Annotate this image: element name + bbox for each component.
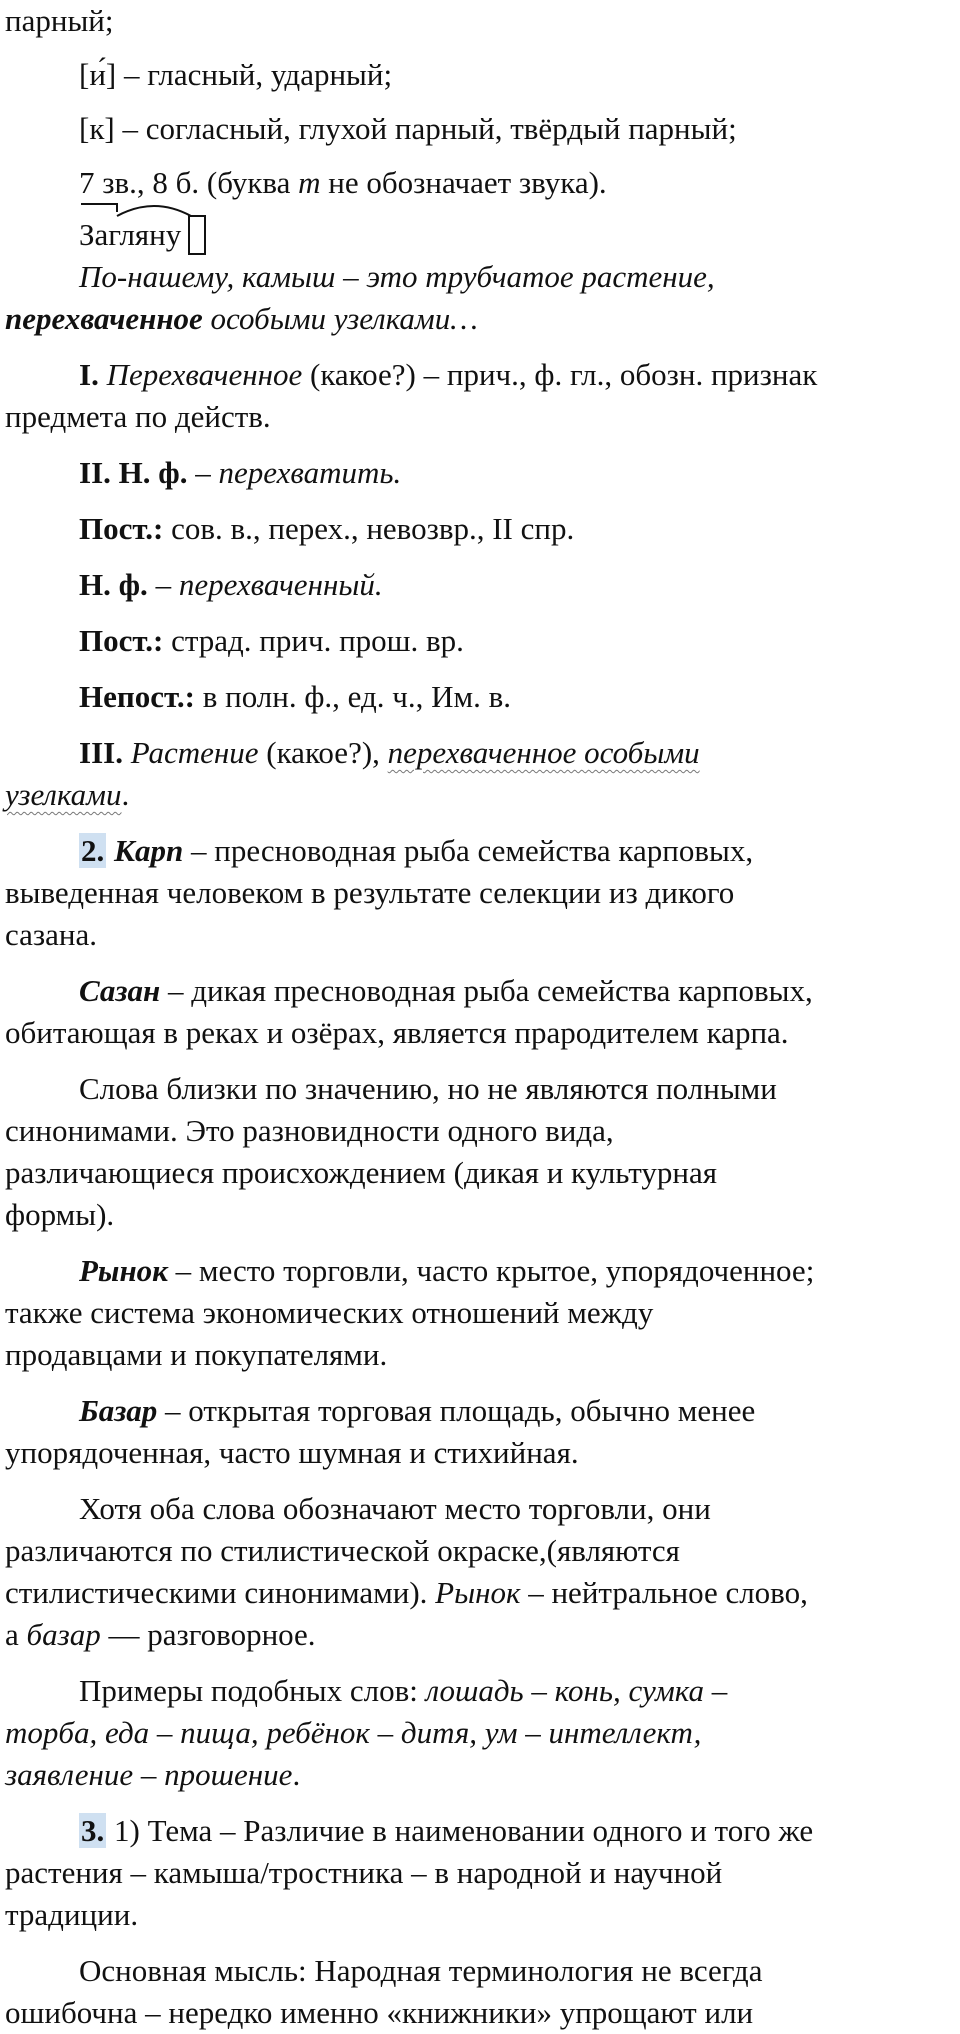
text-line <box>5 1754 960 1796</box>
parse-nf <box>5 564 960 606</box>
text: сазана. <box>5 917 98 952</box>
morph-prefix: За <box>79 217 109 252</box>
text: традиции. <box>5 1897 139 1932</box>
task2-examples <box>5 1670 960 1712</box>
text: продавцами и покупателями. <box>5 1337 388 1372</box>
parse-post-1 <box>5 508 960 550</box>
label: Пост.: <box>79 511 164 546</box>
task2-similarity <box>5 1068 960 1110</box>
text: стилистическими синонимами). <box>5 1575 436 1610</box>
text-line <box>5 1572 960 1614</box>
label: I. <box>79 357 99 392</box>
morpheme-marks-icon <box>79 204 209 256</box>
text: По-нашему, камыш – это трубчатое растение, <box>79 259 715 294</box>
label: II. Н. ф. <box>79 455 188 490</box>
text: особыми узелками… <box>202 301 478 336</box>
examples: заявление – прошение <box>5 1757 293 1792</box>
morphemic-analysis <box>79 214 181 256</box>
text-line <box>5 1992 960 2034</box>
word: Растение <box>130 735 259 770</box>
text: выведенная человеком в результате селекции из дикого <box>5 875 735 910</box>
phonetic-line-0 <box>5 0 960 42</box>
parse-nepost <box>5 676 960 718</box>
sentence-line-1 <box>5 256 960 298</box>
text: — разговорное. <box>100 1617 316 1652</box>
text: . <box>121 777 130 812</box>
examples: торба, еда – пища, ребёнок – дитя, ум – интеллект, <box>5 1715 702 1750</box>
task2-karp <box>5 830 960 872</box>
text: Основная мысль: Народная терминология не всегда <box>79 1953 763 1988</box>
text: различаются по стилистической окраске,(являются <box>5 1533 680 1568</box>
text: Слова близки по значению, но не являются полными <box>79 1071 777 1106</box>
text: – место торговли, часто крытое, упорядоченное; <box>167 1253 815 1288</box>
text: синонимами. Это разновидности одного вида, <box>5 1113 614 1148</box>
label: III. <box>79 735 123 770</box>
text: упорядоченная, часто шумная и стихийная. <box>5 1435 579 1470</box>
text: (какое?), <box>258 735 388 770</box>
parse-i-cont <box>5 396 960 438</box>
participial-phrase: узелками <box>5 777 122 812</box>
parse-post-2 <box>5 620 960 662</box>
text: сов. в., перех., невозвр., II спр. <box>163 511 575 546</box>
text: страд. прич. прош. вр. <box>163 623 464 658</box>
text-line <box>5 1152 960 1194</box>
text: – перехватить. <box>187 455 402 490</box>
word: Перехваченное <box>106 357 303 392</box>
text: в полн. ф., ед. ч., Им. в. <box>194 679 512 714</box>
term: Карп <box>114 833 184 868</box>
text: – дикая пресноводная рыба семейства карповых, <box>160 973 813 1008</box>
text: (какое?) – прич., ф. гл., обозн. признак <box>302 357 818 392</box>
morph-root: гляну <box>108 217 182 252</box>
text: Примеры подобных слов: <box>79 1673 426 1708</box>
text-line <box>5 1614 960 1656</box>
text: обитающая в реках и озёрах, является прародителем карпа. <box>5 1015 789 1050</box>
text: – перехваченный. <box>147 567 383 602</box>
text: различающиеся происхождением (дикая и культурная <box>5 1155 717 1190</box>
task-number-2: 2. <box>81 833 105 868</box>
parse-ii <box>5 452 960 494</box>
parse-i <box>5 354 960 396</box>
text: парный; <box>5 3 114 38</box>
task3-theme <box>5 1810 960 1852</box>
term: Рынок <box>435 1575 521 1610</box>
text: – пресноводная рыба семейства карповых, <box>183 833 754 868</box>
text: – нейтральное слово, <box>520 1575 808 1610</box>
text-line <box>5 1334 960 1376</box>
text: – открытая торговая площадь, обычно менее <box>157 1393 756 1428</box>
text-line <box>5 1012 960 1054</box>
text-line <box>5 1852 960 1894</box>
task2-bazar <box>5 1390 960 1432</box>
task-number-3: 3. <box>81 1813 105 1848</box>
task2-rynok <box>5 1250 960 1292</box>
text: [к] – согласный, глухой парный, твёрдый парный; <box>79 111 737 146</box>
task2-although <box>5 1488 960 1530</box>
parse-iii-cont <box>5 774 960 816</box>
text: [и́] – гласный, ударный; <box>79 57 393 92</box>
examples: лошадь – конь, сумка – <box>425 1673 728 1708</box>
text: не обозначает звука). <box>320 165 607 200</box>
letter-t: т <box>298 165 321 200</box>
term: Сазан <box>79 973 161 1008</box>
text-line <box>5 1894 960 1936</box>
text-line <box>5 1432 960 1474</box>
text-line <box>5 1530 960 1572</box>
participle-word: перехваченное <box>5 301 203 336</box>
text: формы). <box>5 1197 115 1232</box>
label: Пост.: <box>79 623 164 658</box>
label: Н. ф. <box>79 567 148 602</box>
text: ошибочна – нередко именно «книжники» упрощают или <box>5 1995 754 2030</box>
text-line <box>5 1292 960 1334</box>
phonetic-line-2 <box>5 108 960 150</box>
text-line <box>5 1194 960 1236</box>
task2-sazan <box>5 970 960 1012</box>
text-line <box>5 1110 960 1152</box>
text: 1) Тема – Различие в наименовании одного и того же <box>106 1813 814 1848</box>
phonetic-line-1 <box>5 54 960 96</box>
sentence-line-2 <box>5 298 960 340</box>
text: . <box>292 1757 301 1792</box>
parse-iii <box>5 732 960 774</box>
text: а <box>5 1617 27 1652</box>
text-line <box>5 914 960 956</box>
participial-phrase: перехваченное особыми <box>387 735 700 770</box>
text-line <box>5 1712 960 1754</box>
phonetic-summary <box>5 162 960 204</box>
term: Базар <box>79 1393 158 1428</box>
text: 7 зв., 8 б. (буква <box>79 165 299 200</box>
label: Непост.: <box>79 679 195 714</box>
term: базар <box>26 1617 101 1652</box>
text: также система экономических отношений между <box>5 1295 654 1330</box>
text: предмета по действ. <box>5 399 271 434</box>
task3-main-idea <box>5 1950 960 1992</box>
text: Хотя оба слова обозначают место торговли, они <box>79 1491 711 1526</box>
text: растения – камыша/тростника – в народной и научной <box>5 1855 723 1890</box>
text-line <box>5 872 960 914</box>
term: Рынок <box>79 1253 168 1288</box>
